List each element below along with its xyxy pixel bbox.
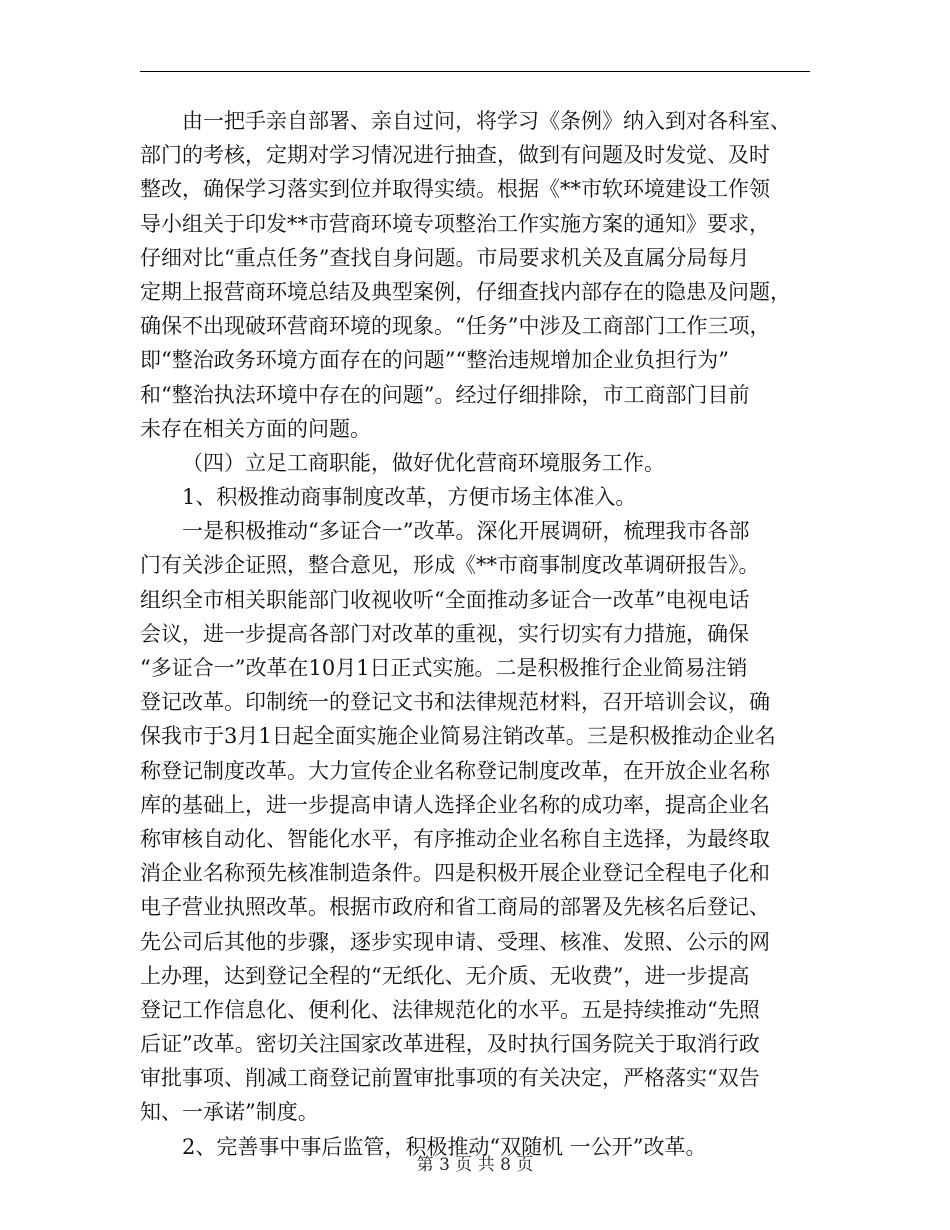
text-line: 消企业名称预先核准制造条件。四是积极开展企业登记全程电子化和 xyxy=(140,861,770,886)
text-line: 1、积极推动商事制度改革，方便市场主体准入。 xyxy=(182,485,637,510)
header-rule xyxy=(140,71,810,72)
text-line: 确保不出现破环营商环境的现象。“任务”中涉及工商部门工作三项， xyxy=(140,314,771,339)
text-line: 和“整治执法环境中存在的问题”。经过仔细排除，市工商部门目前 xyxy=(140,382,750,407)
text-line: 登记工作信息化、便利化、法律规范化的水平。五是持续推动“先照 xyxy=(140,997,760,1022)
text-line: 保我市于3月1日起全面实施企业简易注销改革。三是积极推动企业名 xyxy=(140,724,776,749)
text-line: 先公司后其他的步骤，逐步实现申请、受理、核准、发照、公示的网 xyxy=(140,929,770,954)
text-line: 由一把手亲自部署、亲自过问，将学习《条例》纳入到对各科室、 xyxy=(182,109,791,133)
text-line: “多证合一”改革在10月1日正式实施。二是积极推行企业简易注销 xyxy=(140,656,748,680)
text-line: 审批事项、削减工商登记前置审批事项的有关决定，严格落实“双告 xyxy=(140,1066,760,1091)
text-line: 门有关涉企证照，整合意见，形成《**市商事制度改革调研报告》。 xyxy=(140,553,760,578)
text-line: 组织全市相关职能部门收视收听“全面推动多证合一改革”电视电话 xyxy=(140,587,750,612)
text-line: 知、一承诺”制度。 xyxy=(140,1100,319,1125)
text-line: 即“整治政务环境方面存在的问题”“整治违规增加企业负担行为” xyxy=(140,348,729,373)
text-line: 定期上报营商环境总结及典型案例，仔细查找内部存在的隐患及问题， xyxy=(140,279,791,304)
text-line: 称登记制度改革。大力宣传企业名称登记制度改革，在开放企业名称 xyxy=(140,758,770,783)
text-line: 后证”改革。密切关注国家改革进程，及时执行国务院关于取消行政 xyxy=(140,1032,760,1057)
body-text xyxy=(140,104,812,1164)
text-line: 仔细对比“重点任务”查找自身问题。市局要求机关及直属分局每月 xyxy=(140,245,750,270)
text-line: 会议，进一步提高各部门对改革的重视，实行切实有力措施，确保 xyxy=(140,621,749,646)
text-line: （四）立足工商职能，做好优化营商环境服务工作。 xyxy=(182,450,665,475)
text-line: 导小组关于印发**市营商环境专项整治工作实施方案的通知》要求， xyxy=(140,211,770,236)
text-line: 称审核自动化、智能化水平，有序推动企业名称自主选择，为最终取 xyxy=(140,826,770,851)
text-line: 整改，确保学习落实到位并取得实绩。根据《**市软环境建设工作领 xyxy=(140,177,770,202)
text-line: 登记改革。印制统一的登记文书和法律规范材料，召开培训会议，确 xyxy=(140,690,770,715)
page-footer: 第 3 页 共 8 页 xyxy=(416,1155,534,1175)
text-line: 电子营业执照改革。根据市政府和省工商局的部署及先核名后登记、 xyxy=(140,895,770,920)
text-line: 一是积极推动“多证合一”改革。深化开展调研，梳理我市各部 xyxy=(182,519,750,544)
text-line: 未存在相关方面的问题。 xyxy=(140,416,371,441)
text-line: 库的基础上，进一步提高申请人选择企业名称的成功率，提高企业名 xyxy=(140,792,770,817)
text-line: 上办理，达到登记全程的“无纸化、无介质、无收费”，进一步提高 xyxy=(140,963,750,988)
text-line: 部门的考核，定期对学习情况进行抽查，做到有问题及时发觉、及时 xyxy=(140,143,770,168)
text-line: 2、完善事中事后监管，积极推动“双随机 一公开”改革。 xyxy=(182,1134,707,1159)
